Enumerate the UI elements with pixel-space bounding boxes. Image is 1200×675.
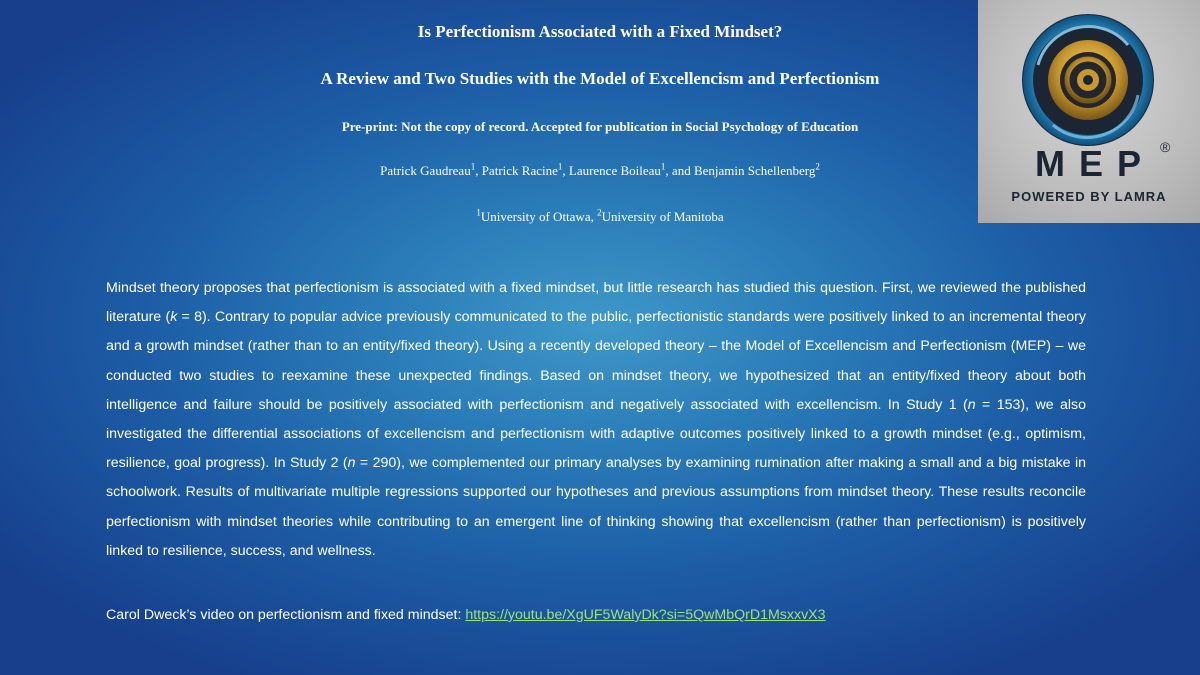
stat-symbol: k [170, 309, 178, 326]
author-separator: , [562, 163, 569, 178]
affiliation: University of Manitoba [601, 209, 724, 224]
abstract-text: Mindset theory proposes that perfectionism is associated with a fixed mindset, but little research has studied this question. First, we reviewed the published literature ( [106, 280, 1086, 326]
author-name: Benjamin Schellenberg [693, 163, 816, 178]
affil-mark: 1 [476, 207, 481, 218]
author-affil-mark: 1 [470, 161, 476, 172]
author-list [100, 163, 1100, 179]
abstract-text: = 153), we also investigated the differential associations of excellencism and perfectionism with adaptive outcomes positively linked to a growth mindset (e.g., optimism, resilience, goal progress). In Study 2 ( [106, 396, 1086, 472]
author-name: Patrick Racine [481, 163, 558, 178]
mep-logo-graphic [978, 0, 1200, 223]
affil-separator: , [590, 209, 598, 224]
author-name: Laurence Boileau [568, 163, 661, 178]
preprint-notice: Pre-print: Not the copy of record. Accepted for publication in Social Psychology of Education [341, 119, 859, 134]
paper-title: Is Perfectionism Associated with a Fixed Mindset? [417, 22, 783, 41]
abstract-paragraph [106, 274, 1086, 566]
video-link[interactable]: https://youtu.be/XgUF5WalyDk?si=5QwMbQrD1MsxxvX3 [465, 607, 826, 623]
stat-symbol: n [967, 396, 976, 413]
author-separator: , [475, 163, 482, 178]
affiliation-list [100, 209, 1100, 225]
abstract-text: = 8). Contrary to popular advice previously communicated to the public, perfectionistic standards were positively linked to an incremental theory and a growth mindset (rather than to an entity/fixed theory). Using a recently developed theory – the Model of Excellencism and Perfectionism (MEP) – we conducted two studies to reexamine these unexpected findings. Based on mindset theory, we hypothesized that an entity/fixed theory about both intelligence and failure should be positively associated with perfectionism and negatively associated with excellencism. In Study 1 ( [106, 309, 1086, 413]
author-affil-mark: 1 [557, 161, 563, 172]
video-line [106, 607, 826, 623]
affil-mark: 2 [597, 207, 602, 218]
logo-tagline: POWERED BY LAMRA [1011, 189, 1167, 204]
logo-registered-mark: ® [1160, 139, 1171, 155]
paper-subtitle: A Review and Two Studies with the Model of Excellencism and Perfectionism [320, 69, 880, 88]
mep-logo [978, 0, 1200, 223]
author-affil-mark: 1 [660, 161, 666, 172]
video-label: Carol Dweck’s video on perfectionism and fixed mindset: [106, 607, 466, 623]
author-affil-mark: 2 [815, 161, 820, 172]
abstract-text: = 290), we complemented our primary analyses by examining rumination after making a small and a big mistake in schoolwork. Results of multivariate multiple regressions supported our hypotheses and previous assumptions from mindset theory. These results reconcile perfectionism with mindset theories while contributing to an emergent line of thinking showing that excellencism (rather than perfectionism) is positively linked to resilience, success, and wellness. [106, 455, 1087, 559]
affiliation: University of Ottawa [480, 209, 591, 224]
author-separator: , and [665, 163, 694, 178]
logo-letters: M E P [1034, 143, 1144, 184]
author-name: Patrick Gaudreau [380, 163, 471, 178]
stat-symbol: n [347, 455, 356, 472]
